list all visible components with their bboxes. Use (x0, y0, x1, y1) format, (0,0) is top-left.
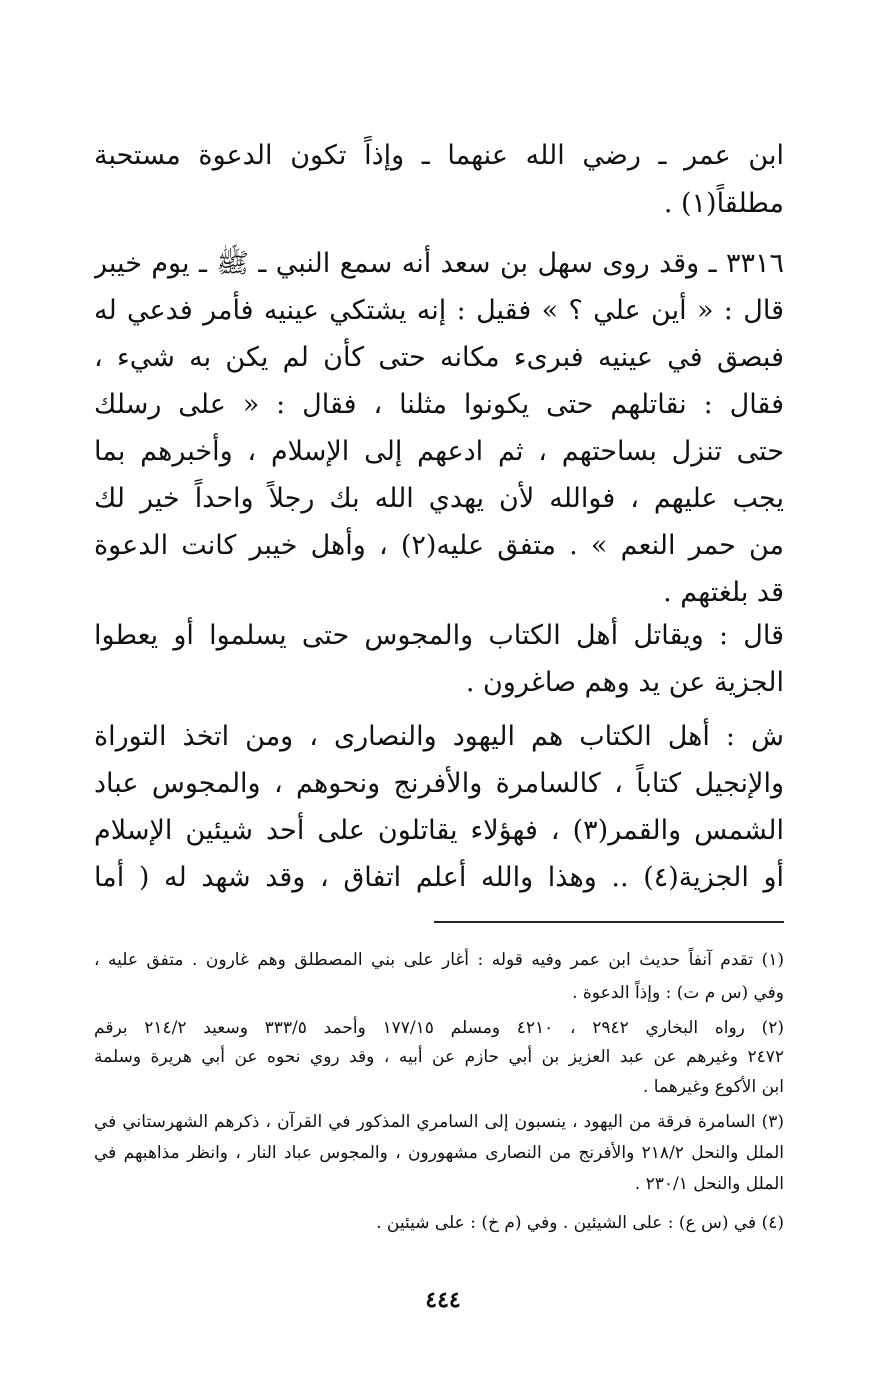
footnote-separator (434, 921, 784, 923)
footnote-line: وفي (س م ت) : وإذاً الدعوة . (572, 983, 784, 1003)
footnote-line: (١) تقدم آنفاً حديث ابن عمر وفيه قوله : أغار على بني المصطلق وهم غارون . متفق عليه ، (94, 950, 784, 970)
text-line: الشمس والقمر(٣) ، فهؤلاء يقاتلون على أحد شيئين الإسلام (94, 815, 784, 846)
text-line: من حمر النعم » . متفق عليه(٢) ، وأهل خيبر كانت الدعوة (94, 530, 784, 561)
text-line: فقال : نقاتلهم حتى يكونوا مثلنا ، فقال : « على رسلك (94, 389, 784, 420)
text-line: أو الجزية(٤) .. وهذا والله أعلم اتفاق ، وقد شهد له ( أما (94, 862, 784, 893)
text-line: ابن عمر ـ رضي الله عنهما ـ وإذاً تكون الدعوة مستحبة (94, 140, 784, 171)
text-line: ٣٣١٦ ـ وقد روى سهل بن سعد أنه سمع النبي ـ ﷺ ـ يوم خيبر (94, 248, 784, 279)
text-line: مطلقاً(١) . (663, 188, 784, 219)
text-line: يجب عليهم ، فوالله لأن يهدي الله بك رجلاً واحداً خير لك (94, 483, 784, 514)
text-line: قال : ويقاتل أهل الكتاب والمجوس حتى يسلموا أو يعطوا (94, 620, 784, 651)
footnote-line: (٤) في (س ع) : على الشيئين . وفي (م خ) : على شيئين . (376, 1213, 784, 1233)
text-line: قد بلغتهم . (663, 577, 784, 608)
text-line: الجزية عن يد وهم صاغرون . (465, 667, 784, 698)
text-line: حتى تنزل بساحتهم ، ثم ادعهم إلى الإسلام ، وأخبرهم بما (94, 436, 784, 467)
text-line: فبصق في عينيه فبرىء مكانه حتى كأن لم يكن به شيء ، (94, 342, 784, 373)
footnote-line: ٢٤٧٢ وغيرهم عن عبد العزيز بن أبي حازم عن أبيه ، وقد روي نحوه عن أبي هريرة وسلمة (94, 1047, 784, 1067)
text-line: قال : « أين علي ؟ » فقيل : إنه يشتكي عينيه فأمر فدعي له (94, 295, 784, 326)
footnote-line: ابن الأكوع وغيرهما . (642, 1077, 784, 1097)
footnote-line: الملل والنحل ٢٣٠/١ . (634, 1174, 784, 1194)
text-line: ش : أهل الكتاب هم اليهود والنصارى ، ومن اتخذ التوراة (94, 721, 784, 752)
footnote-line: الملل والنحل ٢١٨/٢ والأفرنج من النصارى مشهورون ، والمجوس عباد النار ، وانظر مذاهبهم في (94, 1143, 784, 1163)
footnote-line: (٣) السامرة فرقة من اليهود ، ينسبون إلى السامري المذكور في القرآن ، ذكرهم الشهرستاني في (94, 1112, 784, 1132)
footnote-line: (٢) رواه البخاري ٢٩٤٢ ، ٤٢١٠ ومسلم ١٧٧/١٥ وأحمد ٣٣٣/٥ وسعيد ٢١٤/٢ برقم (94, 1018, 784, 1038)
text-line: والإنجيل كتاباً ، كالسامرة والأفرنج ونحوهم ، والمجوس عباد (94, 768, 784, 799)
page-number: ٤٤٤ (425, 1287, 461, 1313)
